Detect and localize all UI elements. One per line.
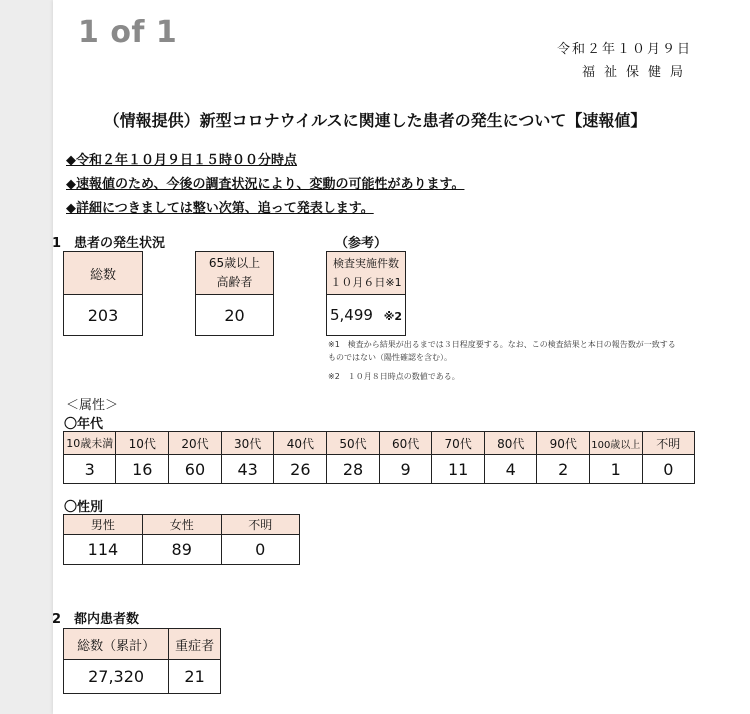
age-value-cell: 4 (485, 455, 537, 484)
tests-header-line2: １０月６日※1 (330, 276, 402, 289)
age-value-cell: 9 (379, 455, 431, 484)
age-header-row (64, 432, 695, 455)
elderly-table (195, 251, 274, 336)
page-counter: 1 of 1 (78, 15, 178, 50)
document-title: （情報提供）新型コロナウイルスに関連した患者の発生について【速報値】 (103, 111, 647, 130)
footnote-1-line2: ものではない（陽性確認を含む）。 (328, 353, 452, 362)
department-name: 福祉保健局 (581, 65, 692, 80)
age-header-cell: 40代 (274, 432, 327, 455)
age-value-cell: 60 (169, 455, 222, 484)
total-value: 203 (64, 295, 143, 336)
age-header-cell: 100歳以上 (589, 432, 642, 455)
age-value-row (64, 455, 695, 484)
sex-header-row (64, 515, 300, 535)
age-value-cell: 2 (537, 455, 589, 484)
reference-label: （参考） (335, 236, 388, 251)
age-header-cell: 10歳未満 (64, 432, 116, 455)
sex-heading: 〇性別 (64, 500, 104, 515)
age-value-cell: 0 (642, 455, 694, 484)
cumulative-value-row (64, 660, 221, 694)
age-table (63, 431, 695, 484)
age-header-cell: 60代 (379, 432, 431, 455)
age-value-cell: 28 (327, 455, 380, 484)
sex-value-cell: 114 (64, 535, 143, 565)
age-header-cell: 50代 (327, 432, 380, 455)
age-header-cell: 80代 (485, 432, 537, 455)
age-header-cell: 90代 (537, 432, 589, 455)
sex-header-cell: 不明 (221, 515, 299, 535)
section1-heading: 1 患者の発生状況 (52, 236, 166, 251)
cumulative-total-value: 27,320 (64, 660, 169, 694)
sex-table (63, 514, 300, 565)
tests-value: 5,499 (330, 306, 373, 324)
release-date: 令和２年１０月９日 (556, 42, 692, 57)
bullet-details-note: ◆詳細につきましては整い次第、追って発表します。 (66, 201, 374, 216)
age-value-cell: 11 (432, 455, 485, 484)
age-header-cell: 20代 (169, 432, 222, 455)
sex-value-cell: 89 (142, 535, 221, 565)
cumulative-table (63, 628, 221, 694)
elderly-header (196, 252, 274, 295)
tests-header (327, 252, 406, 295)
severe-value: 21 (169, 660, 221, 694)
cumulative-total-header: 総数（累計） (64, 629, 169, 660)
age-value-cell: 3 (64, 455, 116, 484)
total-patients-table (63, 251, 143, 336)
bullet-timestamp: ◆令和２年１０月９日１５時００分時点 (66, 153, 297, 168)
attributes-heading: ＜属性＞ (66, 398, 119, 413)
age-header-cell: 10代 (116, 432, 169, 455)
sex-value-cell: 0 (221, 535, 299, 565)
sex-header-cell: 女性 (142, 515, 221, 535)
age-value-cell: 26 (274, 455, 327, 484)
section2-heading: 2 都内患者数 (52, 612, 140, 627)
footnote-1-line1: ※1 検査から結果が出るまでは３日程度要する。なお、この検査結果と本日の報告数が一致する (328, 340, 676, 349)
age-header-cell: 70代 (432, 432, 485, 455)
age-value-cell: 16 (116, 455, 169, 484)
tests-table (326, 251, 406, 336)
tests-note-mark: ※2 (383, 310, 403, 323)
cumulative-header-row (64, 629, 221, 660)
footnote-2: ※2 １０月８日時点の数値である。 (328, 372, 460, 381)
bullet-preliminary-note: ◆速報値のため、今後の調査状況により、変動の可能性があります。 (66, 177, 465, 192)
age-header-cell: 30代 (221, 432, 274, 455)
severe-header: 重症者 (169, 629, 221, 660)
elderly-header-line2: 高齢者 (216, 275, 253, 289)
tests-value-cell (327, 295, 406, 336)
age-header-cell: 不明 (642, 432, 694, 455)
sex-header-cell: 男性 (64, 515, 143, 535)
elderly-value: 20 (196, 295, 274, 336)
age-value-cell: 1 (589, 455, 642, 484)
age-heading: 〇年代 (64, 417, 104, 432)
tests-header-line1: 検査実施件数 (333, 257, 399, 270)
sex-value-row (64, 535, 300, 565)
total-header: 総数 (64, 252, 143, 295)
elderly-header-line1: 65歳以上 (208, 256, 261, 270)
age-value-cell: 43 (221, 455, 274, 484)
